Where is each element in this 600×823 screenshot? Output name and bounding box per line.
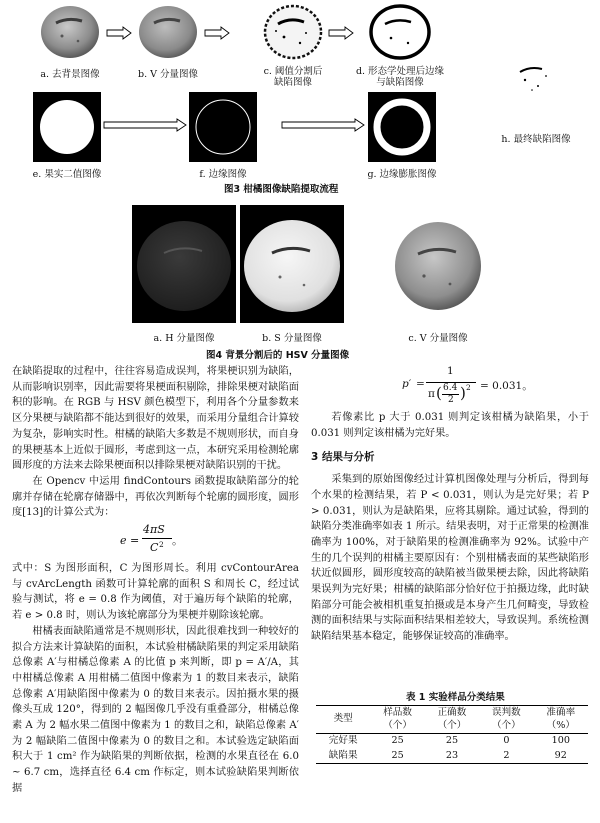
table-cell: 23 [425, 749, 479, 764]
left-paragraph-1: 在缺陷提取的过程中，往往容易造成误判，将果梗识别为缺陷，从而影响识别率，因此需要将果梗面积剔除，排除果梗对缺陷面积的影响。在 RGB 与 HSV 颜色模型下，利用各个分量参数来区分果梗与缺陷都不能达到很好的效果，而采用分量组合计算较为复杂，影响实时性。柑橘的缺陷大多数是不规则形状，而自身的果梗基本上近似于圆形，考虑到这一点，本研究采用检测轮廓圆形度的方法来去除果梗面积以排除果梗对缺陷识别的干扰。 [12, 366, 299, 472]
arrow-long-icon [103, 118, 187, 132]
table-row [316, 749, 588, 764]
table-cell: 完好果 [328, 735, 358, 746]
fig3-caption-e: e. 果实二值图像 [32, 169, 102, 180]
arrow-icon [328, 26, 354, 40]
table-title: 表 1 实验样品分类结果 [406, 692, 505, 703]
fig3-image-g-dilated-edges [368, 92, 436, 162]
table-cell: 92 [534, 749, 588, 764]
table-header-cell: 类型 [316, 706, 370, 734]
right-paragraph-2: 采集到的原始图像经过计算机图像处理与分析后，得到每个水果的检测结果，若 P < 0.031，则认为是完好果；若 P > 0.031，则认为是缺陷果，应将其剔除。通过试验，得到的缺陷分类准确率如表 1 所示。结果表明，对于正常果的检测准确率为 100%，对于缺陷果的检测准确率为 92%。试验中产生的几个误判的柑橘主要原因有：个别柑橘表面的某些缺陷形状近似圆形，圆形度较高的缺陷被当做果梗去除，因此将缺陷果误判为完好果；柑橘的缺陷部分恰好位于拍摄边缘，此时缺陷部分可能会被相机重复拍摄或是本身产生几何畸变，导致检测的面积结果与实际面积结果相差较大，导致误判。系统检测缺陷结果基本稳定，能够保证较高的准确率。 [311, 474, 589, 643]
circularity-formula: e = 4πS C 2 。 [120, 523, 183, 555]
fig3-caption-a: a. 去背景图像 [40, 69, 100, 80]
arrow-icon [106, 26, 132, 40]
fig3-image-c-threshold-defects [262, 3, 324, 59]
table-cell: 25 [370, 749, 424, 764]
defect-ratio-formula: p′ = 1 π ( 6.4 2 ) 2 = 0.031。 [402, 365, 533, 405]
fig3-caption-h: h. 最终缺陷图像 [501, 134, 571, 145]
fig3-image-f-edges [189, 92, 257, 162]
fig4-caption-b: b. S 分量图像 [262, 333, 322, 344]
fig3-image-a-background-removed [38, 3, 102, 59]
table-header-row [316, 706, 588, 734]
fig3-image-b-v-component [136, 3, 200, 59]
table-header-cell: 正确数 （个） [425, 706, 479, 734]
table-cell: 25 [445, 735, 459, 746]
results-table [316, 705, 588, 764]
fig3-caption-g: g. 边缘膨胀图像 [367, 169, 437, 180]
section-heading: 3 结果与分析 [311, 451, 375, 464]
fig4-image-a-h-component [132, 205, 236, 323]
right-column [311, 410, 589, 645]
fig3-caption-f: f. 边缘图像 [199, 169, 247, 180]
table-cell: 缺陷果 [316, 749, 370, 764]
fig3-caption-d: d. 形态学处理后边缘 与缺陷图像 [355, 66, 445, 88]
table-row [316, 734, 588, 749]
table-header-cell: 误判数 （个） [479, 706, 533, 734]
fig4-image-b-s-component [240, 205, 344, 323]
fig4-caption-c: c. V 分量图像 [408, 333, 468, 344]
fig3-caption-b: b. V 分量图像 [137, 69, 198, 80]
fig4-image-c-v-component [394, 210, 482, 320]
table-cell: 25 [391, 735, 404, 746]
fig3-image-e-binary-fruit [33, 92, 101, 162]
table-cell: 100 [551, 735, 570, 746]
fig3-image-d-morphology-edges [368, 3, 432, 59]
fig3-image-h-final-defects [510, 56, 560, 96]
table-header-cell: 样品数 （个） [370, 706, 424, 734]
arrow-long-icon [281, 118, 365, 132]
table-header-cell: 准确率 （%） [534, 706, 588, 734]
table-cell: 2 [479, 749, 533, 764]
left-column [12, 364, 299, 797]
left-paragraph-4: 柑橘表面缺陷通常是不规则形状，因此很难找到一种较好的拟合方法来计算缺陷的面积，本试验柑橘缺陷果的判定采用缺陷总像素 A′与柑橘总像素 A 的比值 p 来判断，即 p = A′/A，其中柑橘总像素 A 用柑橘二值图中像素为 1 的数目来表示，缺陷总像素 A′用缺陷图中像素为 0 的数目来表示。因拍摄水果的摄像头互成 120°，得到的 2 幅图像几乎没有重叠部分，柑橘总像素 A 为 2 幅水果二值图中像素为 1 的数目之和，缺陷总像素 A′为 2 幅缺陷二值图中像素为 0 的数目之和。本试验选定缺陷面积大于 1 cm² 作为缺陷果的判断依据，检测的水果直径在 6.0 ~ 6.7 cm，选择直径 6.4 cm 作标定，则本试验缺陷果判断依据 [12, 625, 299, 794]
table-cell: 0 [503, 735, 510, 746]
fig4-caption: 图4 背景分割后的 HSV 分量图像 [206, 350, 350, 361]
right-paragraph-1: 若像素比 p 大于 0.031 则判定该柑橘为缺陷果，小于 0.031 则判定该柑橘为完好果。 [311, 412, 589, 439]
left-paragraph-2: 在 Opencv 中运用 findContours 函数提取缺陷部分的轮廓并存储在轮廓存储器中，再依次判断每个轮廓的圆形度，圆形度[13]的计算公式为： [12, 475, 299, 519]
fig3-caption: 图3 柑橘图像缺陷提取流程 [224, 184, 339, 195]
left-paragraph-3: 式中：S 为图形面积，C 为图形周长。利用 cvContourArea 与 cvArcLength 函数可计算轮廓的面积 S 和周长 C，经过试验与测试，将 e = 0.8 作为阈值，对于遍历每个缺陷的轮廓，若 e > 0.8 时，则认为该轮廓部分为果梗并剔除该轮廓。 [12, 563, 299, 622]
fig3-caption-c: c. 阈值分割后 缺陷图像 [263, 66, 323, 88]
fig4-caption-a: a. H 分量图像 [153, 333, 215, 344]
arrow-icon [204, 26, 230, 40]
